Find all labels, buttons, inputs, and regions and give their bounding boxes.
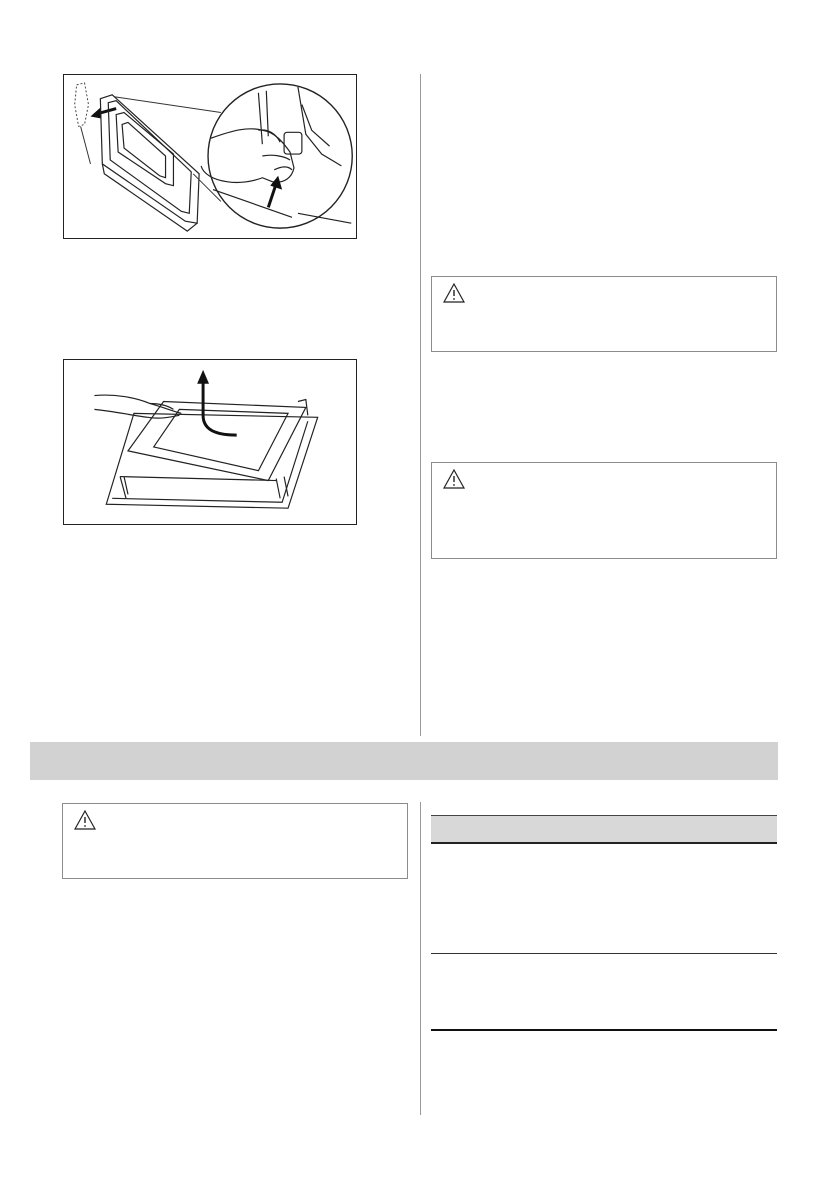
section-heading-bar [30, 742, 778, 780]
column-divider-bottom [420, 802, 421, 1115]
warning-box-2 [431, 462, 777, 559]
warning-triangle-icon [443, 283, 465, 303]
glass-panel-removal-illustration [63, 359, 357, 525]
warning-triangle-icon [443, 469, 465, 489]
column-divider-top [420, 74, 421, 736]
warning-box-1 [431, 276, 777, 352]
table-row-divider [431, 1029, 777, 1031]
warning-triangle-icon [74, 810, 96, 830]
oven-door-hinge-illustration [64, 75, 356, 238]
warning-box-3 [62, 803, 408, 879]
table-row-divider [431, 953, 777, 954]
table-header [431, 815, 777, 844]
glass-panel-lift-illustration [64, 360, 356, 524]
door-removal-illustration [63, 74, 357, 239]
